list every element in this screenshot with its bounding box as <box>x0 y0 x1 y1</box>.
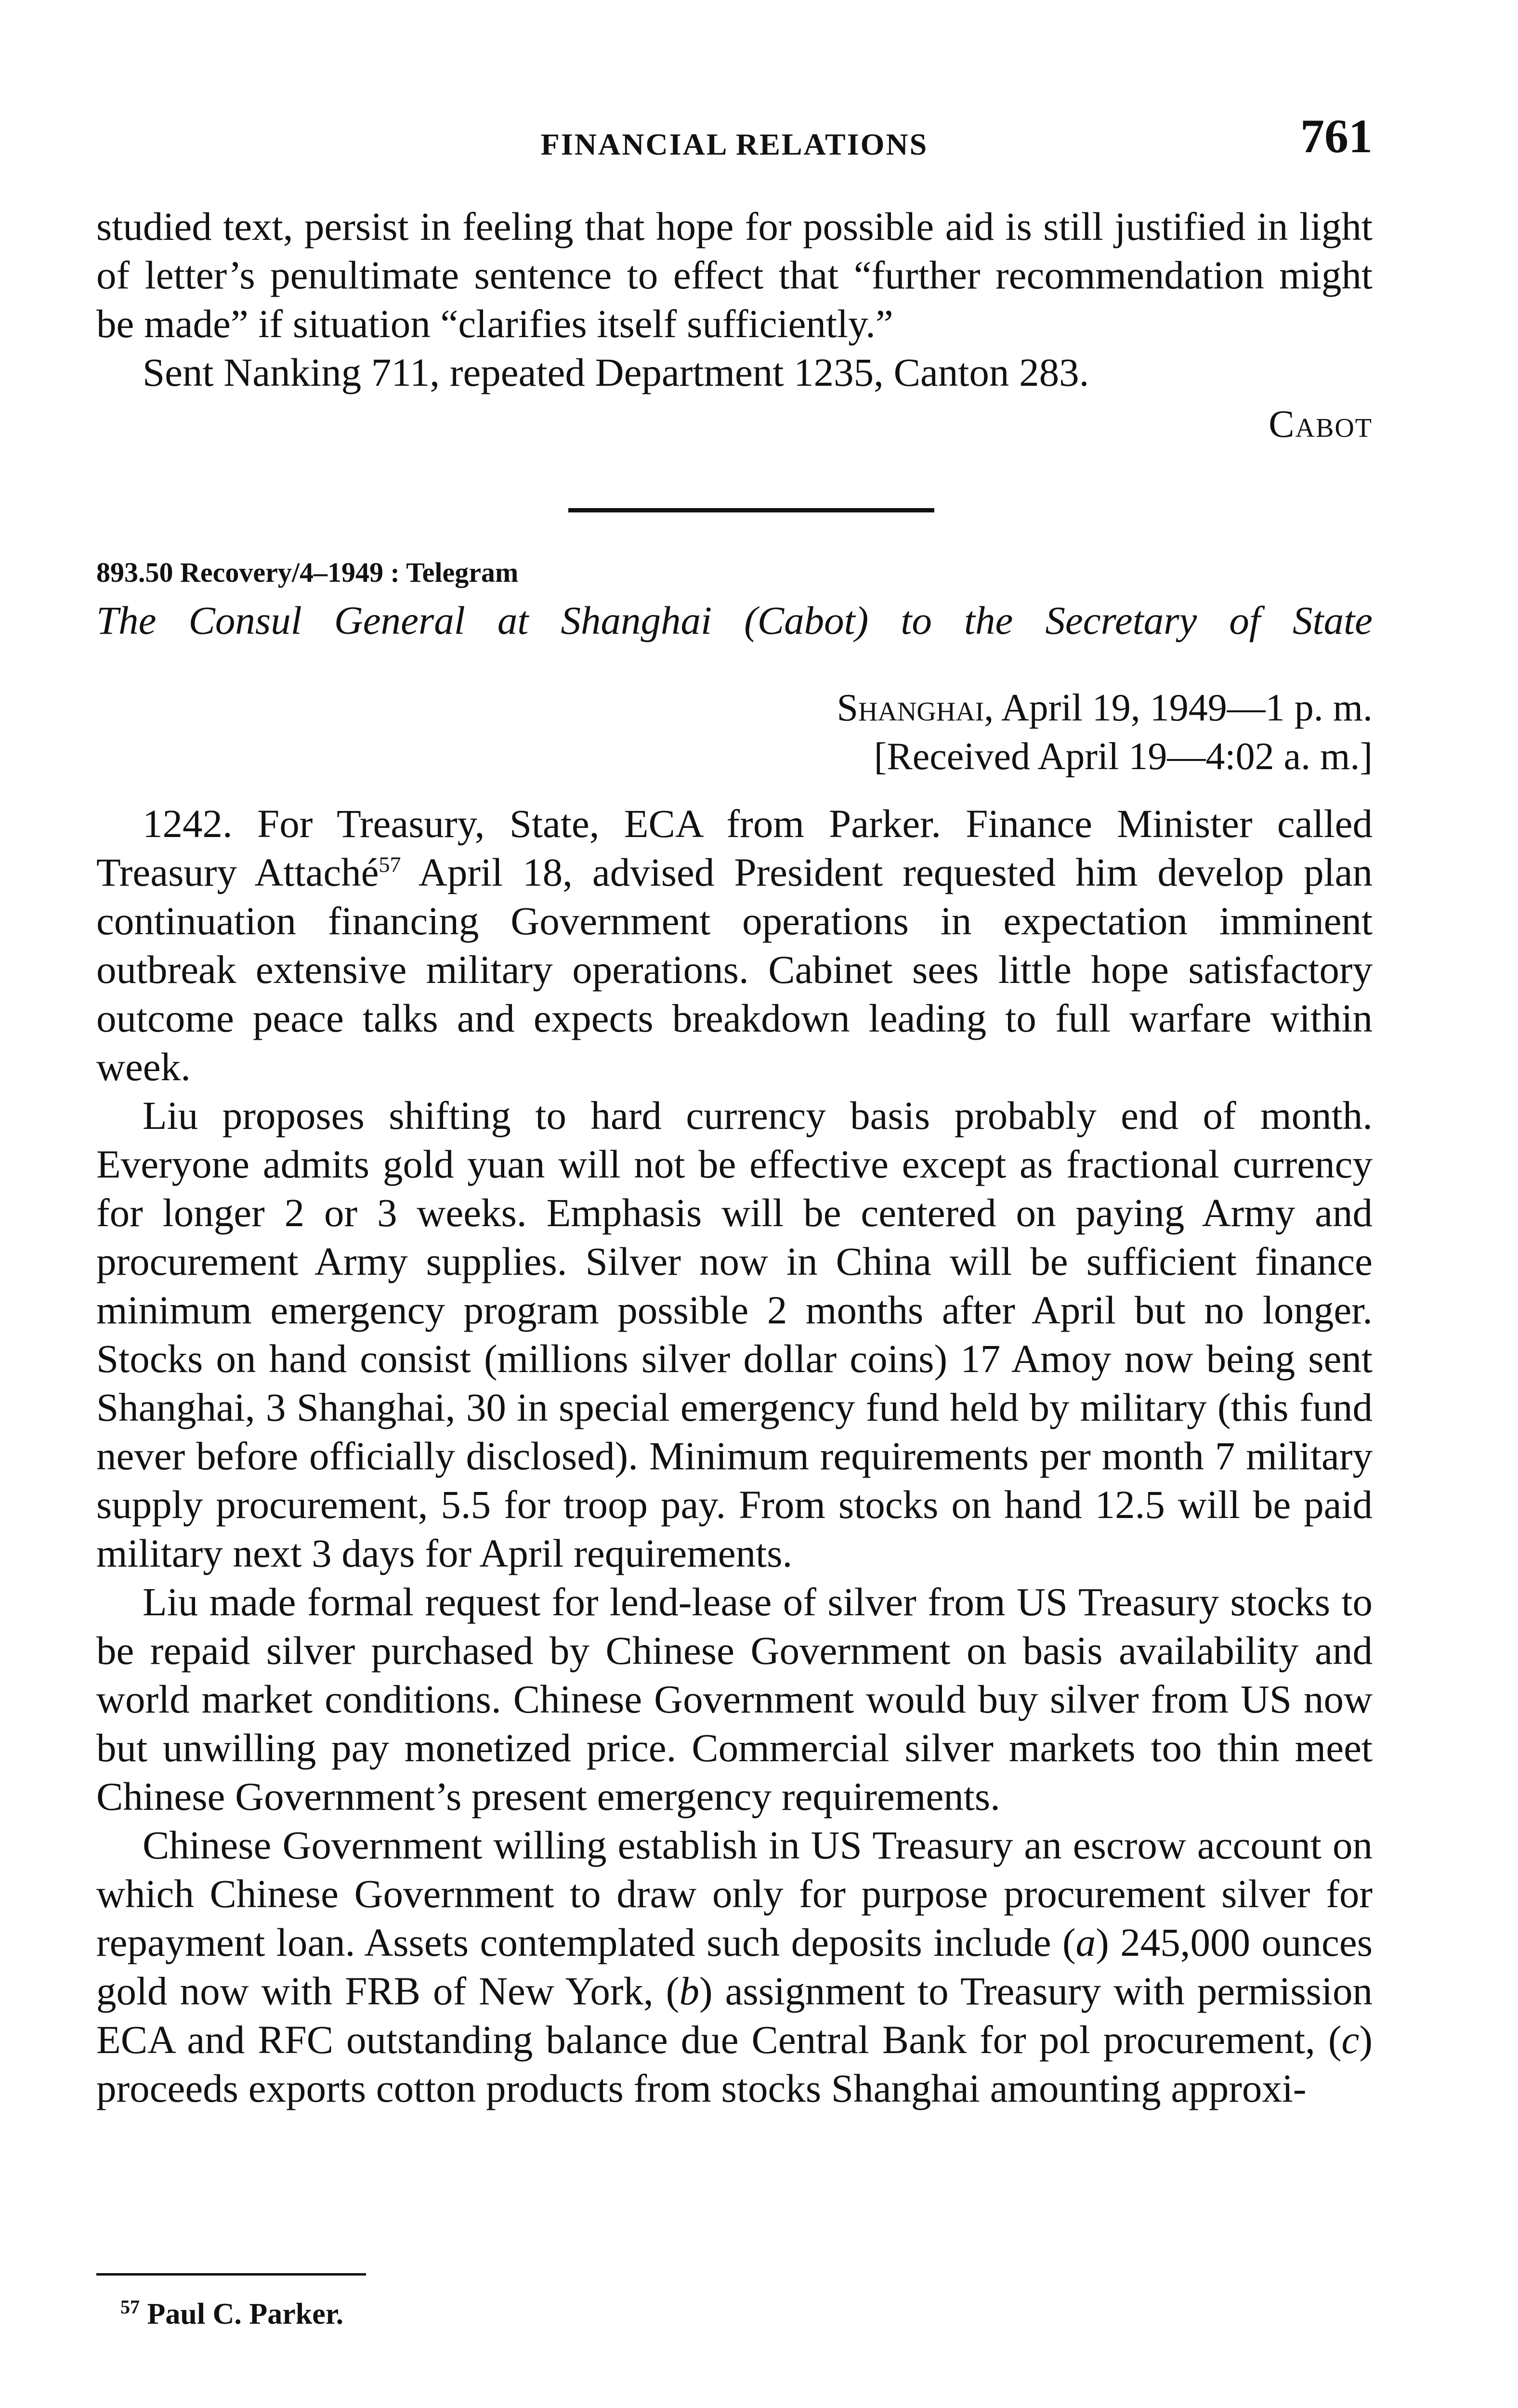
document-id: 893.50 Recovery/4–1949 : Telegram <box>96 557 519 588</box>
page-header <box>96 108 1373 166</box>
item-letter-b: b <box>679 1969 699 2013</box>
paragraph-1-text-b: April 18, advised President requested him develop plan continuation financing Government operations in expectation imminent outbreak extensive military operations. Cabinet sees little hope satisfactory outcome peace talks and expects breakdown leading to full warfare within week. <box>96 850 1373 1089</box>
dateline <box>837 684 1373 781</box>
item-letter-c: c <box>1341 2017 1360 2062</box>
item-letter-a: a <box>1075 1920 1096 1964</box>
telegram-body <box>96 799 1373 2113</box>
footnote-number: 57 <box>120 2296 140 2318</box>
paragraph-4 <box>96 1821 1373 2113</box>
signature: Cabot <box>1269 403 1373 445</box>
received-line: [Received April 19—4:02 a. m.] <box>874 735 1373 778</box>
paragraph-4-text-a: Chinese Government willing establish in US Treasury an escrow account on which Chinese Government to draw only for purpose procurement silver for repayment loan. Assets contemplated such deposits include ( <box>96 1823 1373 1964</box>
paragraph-1-text-a: 1242. For Treasury, State, ECA from Parker. Finance Minister called Treasury Attaché <box>96 801 1373 894</box>
date: April 19, 1949—1 p. m. <box>1001 687 1373 729</box>
footnote-text: Paul C. Parker. <box>140 2298 344 2330</box>
paragraph-4-text-c: ) assignment to Treasury with permission ECA and RFC outstanding balance due Central Bank for pol procurement, ( <box>96 1969 1373 2062</box>
paragraph-1 <box>96 799 1373 1091</box>
paragraph-4-text-d: ) proceeds exports cotton products from stocks Shanghai amounting approxi- <box>96 2017 1373 2110</box>
document-title: The Consul General at Shanghai (Cabot) to the Secretary of State <box>96 598 1373 642</box>
continuation-paragraph: studied text, persist in feeling that hope for possible aid is still justified in light of letter’s penultimate sentence to effect that “further recommendation might be made” if situation “clarifies itself sufficiently.” <box>96 204 1373 346</box>
date-line <box>837 684 1373 733</box>
paragraph-3: Liu made formal request for lend-lease of silver from US Treasury stocks to be repaid silver purchased by Chinese Government on basis availability and world market conditions. Chinese Government would buy silver from US now but unwilling pay monetized price. Commercial silver markets too thin meet Chinese Government’s present emergency requirements. <box>96 1580 1373 1819</box>
paragraph-4-text-b: ) 245,000 ounces gold now with FRB of New York, ( <box>96 1920 1373 2013</box>
sent-line: Sent Nanking 711, repeated Department 1235, Canton 283. <box>143 350 1089 394</box>
paragraph-2: Liu proposes shifting to hard currency basis probably end of month. Everyone admits gold yuan will not be effective except as fractional currency for longer 2 or 3 weeks. Emphasis will be centered on paying Army and procurement Army supplies. Silver now in China will be sufficient finance minimum emergency program possible 2 months after April but no longer. Stocks on hand consist (millions silver dollar coins) 17 Amoy now being sent Shanghai, 3 Shanghai, 30 in special emergency fund held by military (this fund never before officially disclosed). Minimum requirements per month 7 military supply procurement, 5.5 for troop pay. From stocks on hand 12.5 will be paid military next 3 days for April requirements. <box>96 1093 1373 1575</box>
footnote <box>120 2297 343 2331</box>
section-divider <box>568 508 934 512</box>
place: Shanghai, <box>837 687 994 729</box>
page-number: 761 <box>1300 109 1373 163</box>
continuation-block <box>96 202 1373 446</box>
footnote-divider <box>96 2273 366 2276</box>
footnote-ref: 57 <box>379 852 401 877</box>
running-head: FINANCIAL RELATIONS <box>540 127 929 161</box>
